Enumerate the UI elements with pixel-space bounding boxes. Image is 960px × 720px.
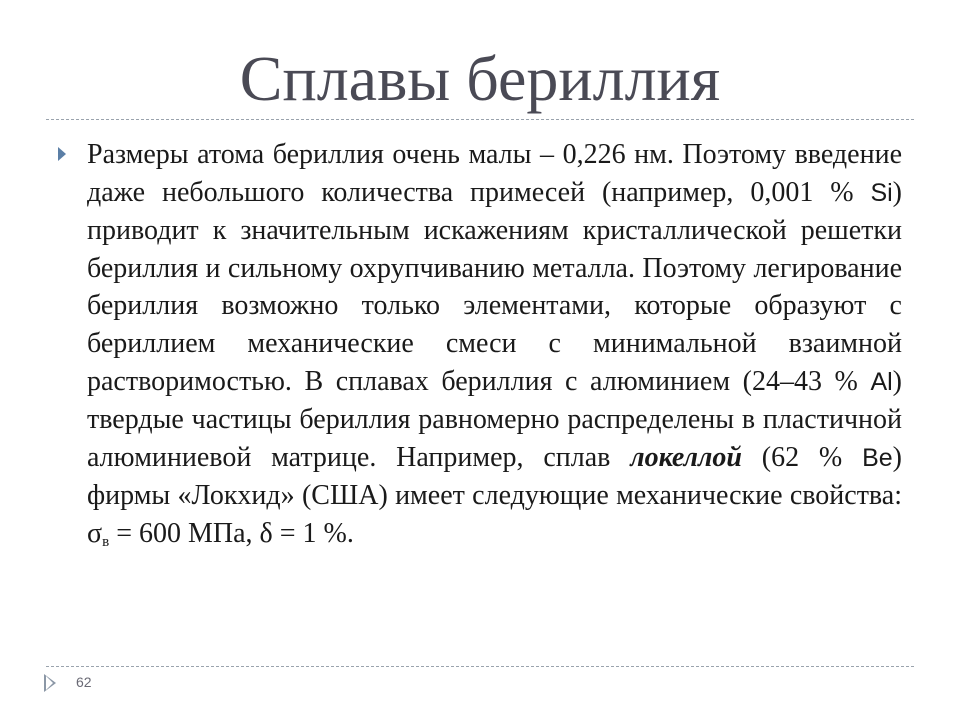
sigma-symbol: σ [87,517,103,549]
body-part-6: = 600 МПа, δ = 1 %. [109,517,354,549]
body-part-2: ) приводит к значительным искажениям кристаллической решетки бериллия и сильному охрупчиванию металла. Поэтому легирование бериллия возможно только элементами, которые образуют с бериллием механические смеси с минимальной взаимной растворимостью. В сплавах бериллия с алюминием (24–43 % [87,176,902,397]
body-part-1: Размеры атома бериллия очень малы – 0,226 нм. Поэтому введение даже небольшого количества примесей (например, 0,001 % [87,139,902,208]
double-chevron-right-icon [44,674,56,692]
sigma-subscript: в [102,533,110,550]
element-be: Be [862,443,893,472]
bullet-triangle-icon [58,147,66,161]
slide-title: Сплавы бериллия [239,43,721,114]
slide-body-text [87,136,902,553]
bottom-divider [46,666,914,667]
body-part-5: ) фирмы «Локхид» (США) имеет следующие механические свойства: [87,441,902,512]
alloy-name: локеллой [630,441,742,473]
page-number: 62 [76,674,92,690]
body-part-3: ) твердые частицы бериллия равномерно распределены в пластичной алюминиевой матрице. Например, сплав [87,365,902,473]
top-divider [46,119,914,120]
element-si: Si [870,178,893,207]
element-al: Al [870,367,893,396]
body-part-4: (62 % [741,441,863,473]
